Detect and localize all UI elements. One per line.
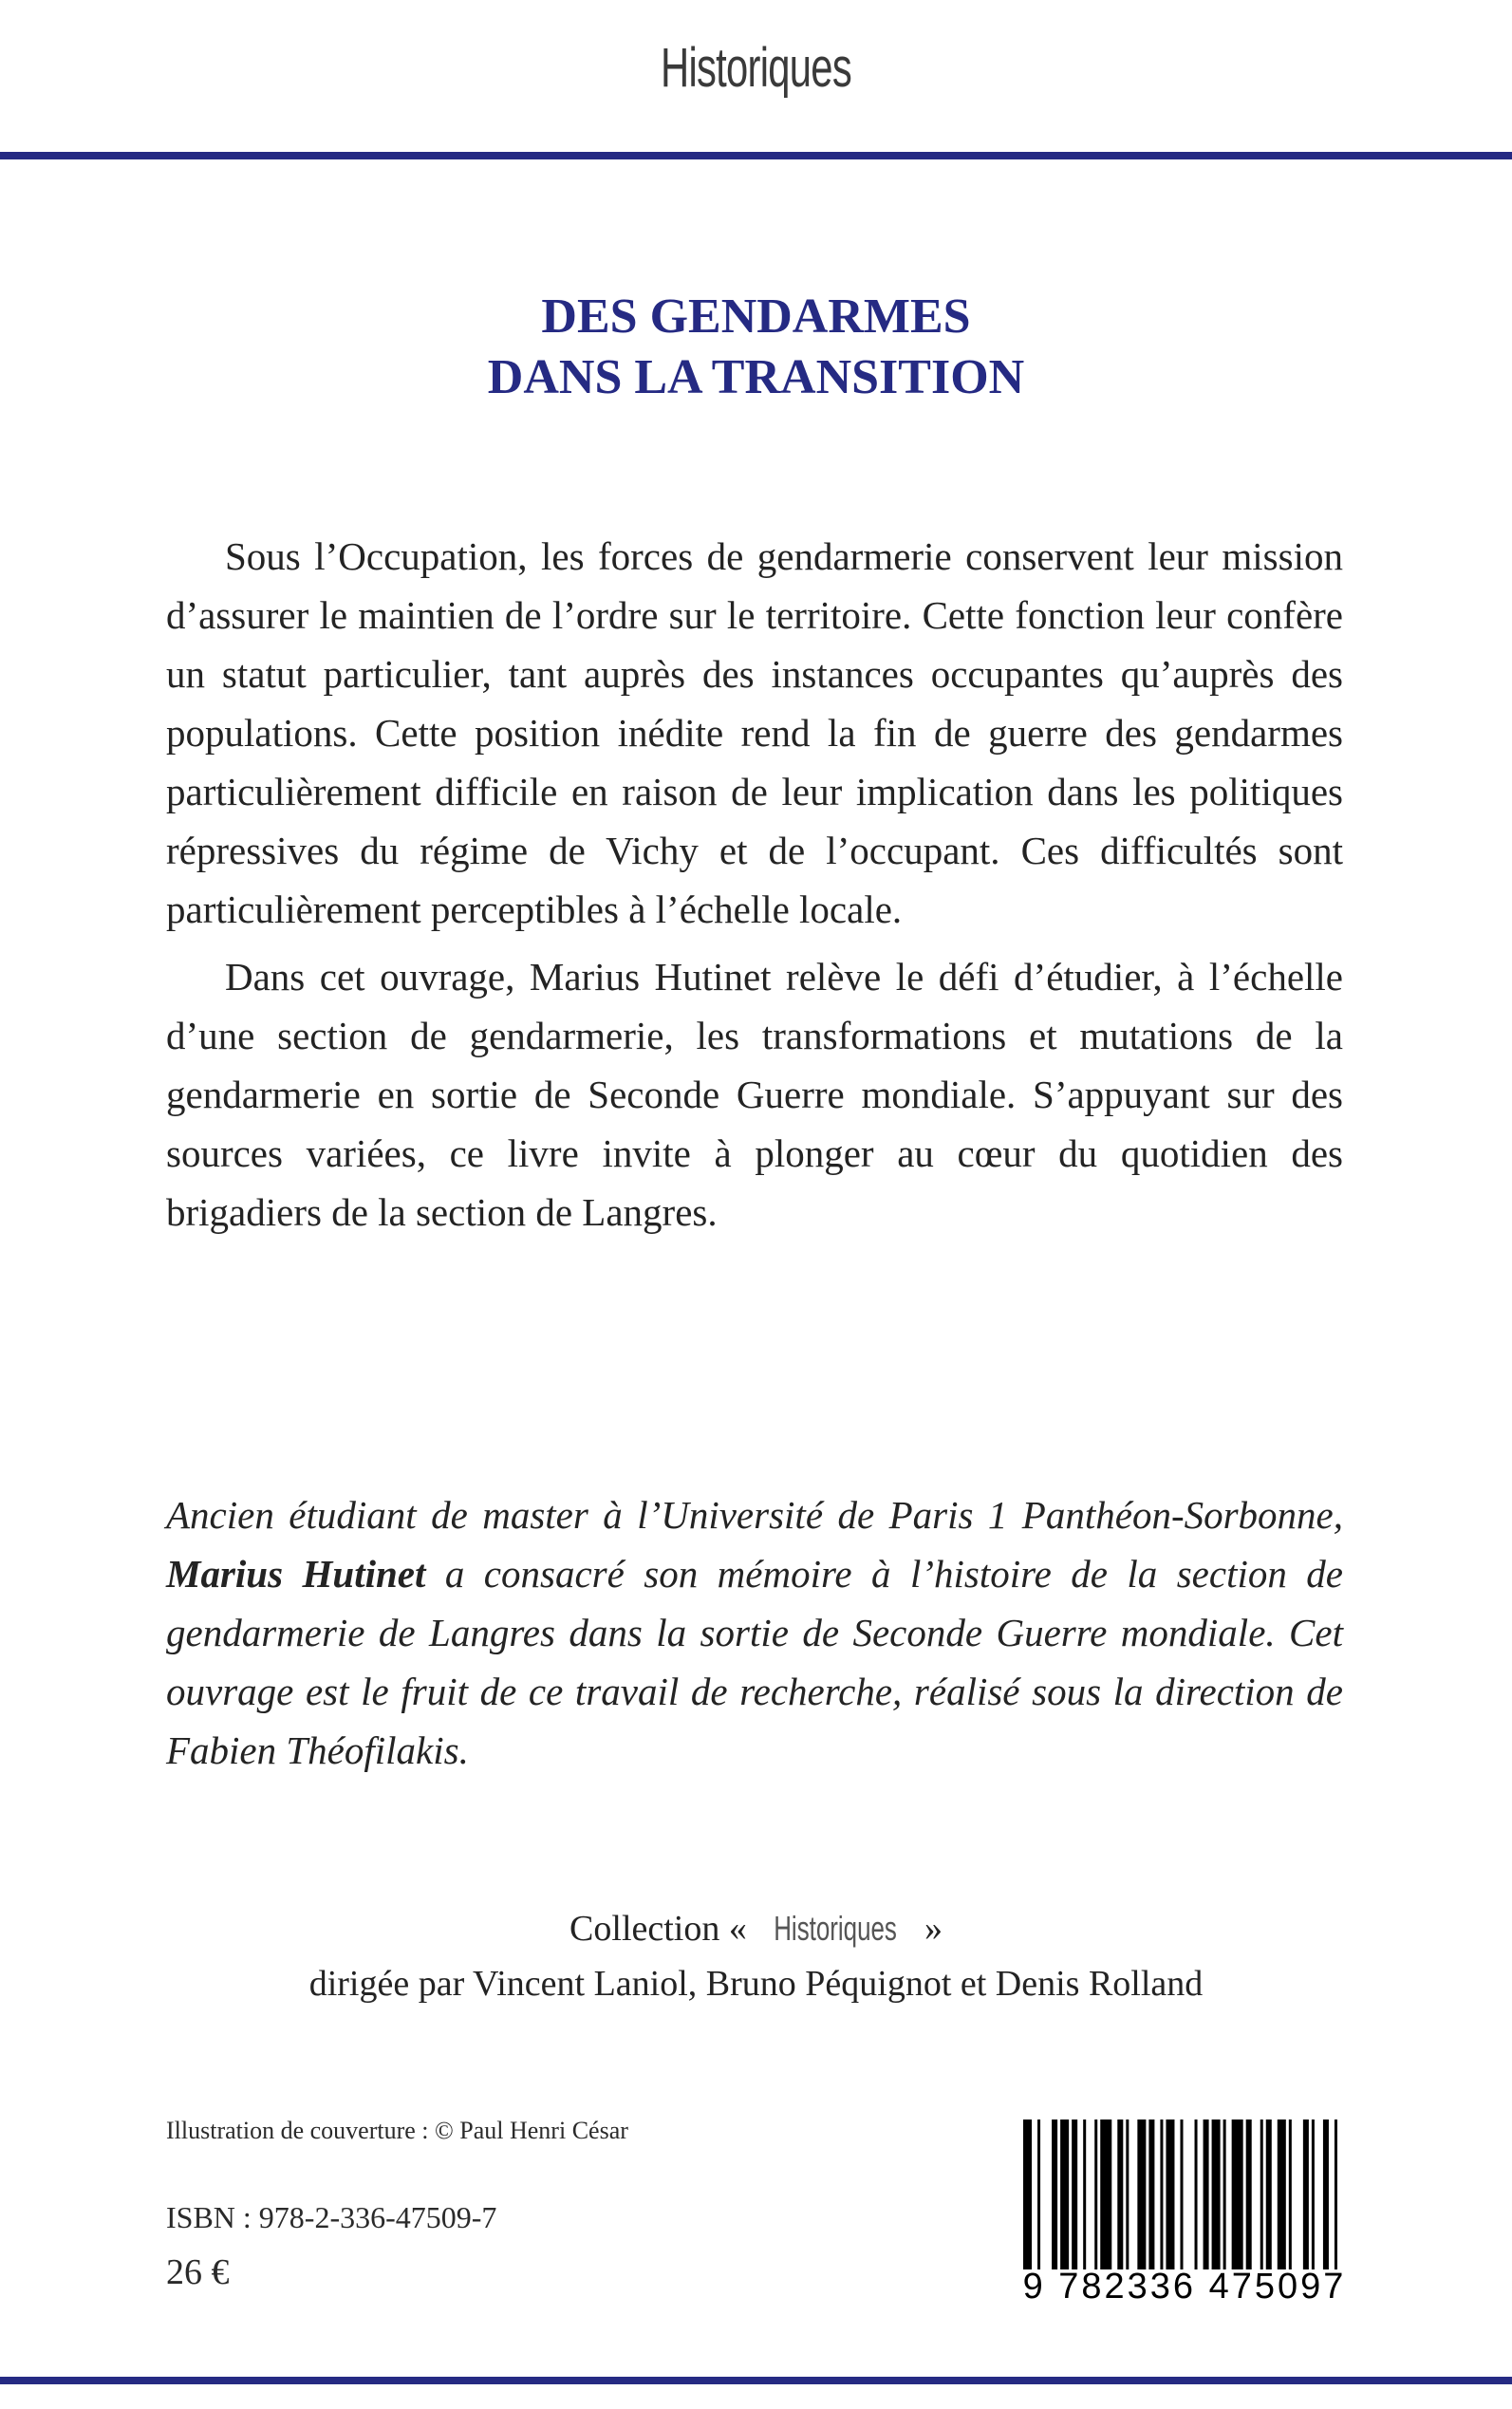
- bio-lead: Ancien étudiant de master à l’Université de Paris 1 Panthéon-Sorbonne,: [166, 1493, 1343, 1537]
- top-rule: [0, 152, 1512, 159]
- collection-directors: dirigée par Vincent Laniol, Bruno Péquignot et Denis Rolland: [308, 1964, 1204, 2004]
- author-name: Marius Hutinet: [166, 1552, 426, 1596]
- series-logo: Historiques: [661, 37, 851, 99]
- bio-rest: a consacré son mémoire à l’histoire de la section de gendarmerie de Langres dans la sortie de Seconde Guerre mondiale. Cet ouvrage est le fruit de ce travail de recherche, réalisé sous la direction de Fabien Théofilakis.: [166, 1552, 1344, 1772]
- collection-prefix: Collection «: [569, 1909, 747, 1949]
- summary-paragraph-2: Dans cet ouvrage, Marius Hutinet relève le défi d’étudier, à l’échelle d’une section de gendarmerie, les transformations et mutations de la gendarmerie en sortie de Seconde Guerre mondiale. S’appuyant sur des sources variées, ce livre invite à plonger au cœur du quotidien des brigadiers de la section de Langres.: [166, 955, 1343, 1234]
- title-line-2: DANS LA TRANSITION: [487, 350, 1025, 404]
- summary-paragraph-1: Sous l’Occupation, les forces de gendarmerie conservent leur mission d’assurer le maintien de l’ordre sur le territoire. Cette fonction leur confère un statut particulier, tant auprès des instances occupantes qu’auprès des populations. Cette position inédite rend la fin de guerre des gendarmes particulièrement difficile en raison de leur implication dans les politiques répressives du régime de Vichy et de l’occupant. Ces difficultés sont particulièrement perceptibles à l’échelle locale.: [166, 534, 1343, 931]
- collection-info: [0, 1901, 1512, 2011]
- collection-line: [0, 1901, 1512, 1956]
- barcode-digits: 9 782336 475097: [1022, 2267, 1347, 2306]
- price: 26 €: [166, 2252, 230, 2292]
- collection-name: Historiques: [774, 1909, 898, 1948]
- barcode: [1023, 2120, 1346, 2269]
- author-bio: [166, 1485, 1343, 1780]
- bottom-rule: [0, 2377, 1512, 2384]
- isbn: ISBN : 978-2-336-47509-7: [166, 2200, 497, 2234]
- book-title: [0, 287, 1512, 408]
- collection-suffix: »: [924, 1909, 943, 1949]
- title-line-1: DES GENDARMES: [541, 289, 971, 344]
- summary: [166, 527, 1343, 1250]
- cover-illustration-credit: Illustration de couverture : © Paul Henri César: [166, 2117, 628, 2144]
